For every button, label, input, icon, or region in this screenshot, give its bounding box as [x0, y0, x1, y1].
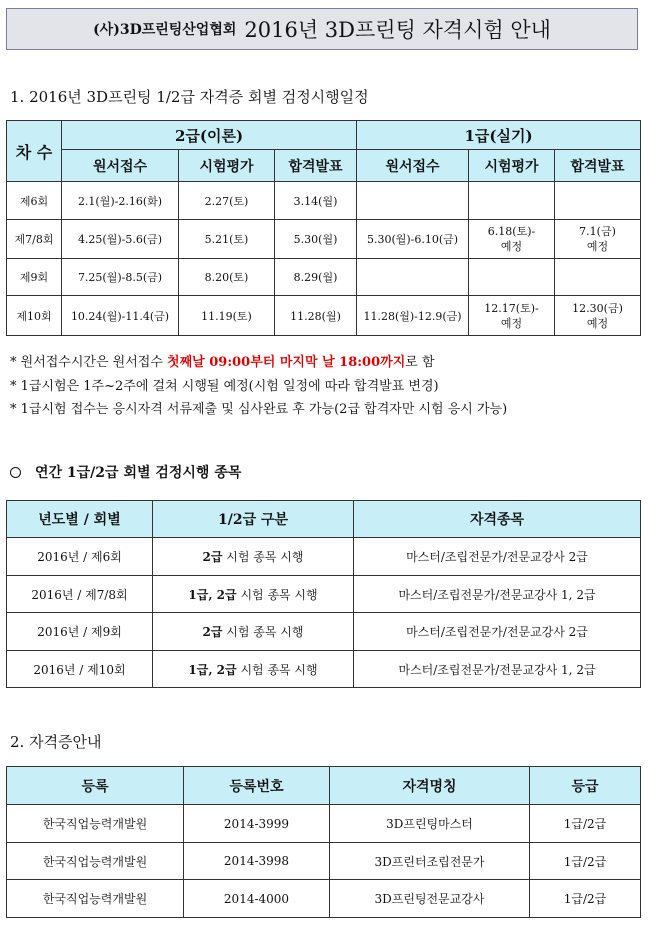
table-row [7, 220, 641, 259]
schedule-cell [469, 220, 555, 259]
table-row [7, 538, 641, 576]
col-header: 등록번호 [184, 767, 330, 805]
schedule-cell: 10.24(월)-11.4(금) [62, 296, 179, 336]
schedule-cell [555, 259, 641, 296]
grade-cell [153, 613, 354, 651]
tentative-label: 예정 [500, 240, 523, 253]
grade-cell [153, 651, 354, 688]
grade-rest: 시험 종목 시행 [222, 625, 304, 639]
table-row [7, 651, 641, 688]
tentative-label: 예정 [586, 316, 609, 330]
col-header: 등급 [530, 767, 641, 805]
schedule-table [6, 120, 641, 336]
schedule-cell: 7.25(월)-8.5(금) [62, 259, 179, 296]
grade-bold: 1급, 2급 [188, 662, 237, 677]
schedule-cell: 5.30(월)-6.10(금) [357, 220, 469, 259]
schedule-cell: 2.1(월)-2.16(화) [62, 182, 179, 220]
sub-header: 합격발표 [275, 150, 357, 182]
schedule-cell [469, 259, 555, 296]
tentative-label: 예정 [500, 316, 523, 330]
certificate-table [6, 766, 641, 918]
col-header: 등록 [7, 767, 184, 805]
grade-cell: 1급/2급 [530, 880, 641, 918]
schedule-cell: 5.30(월) [275, 220, 357, 259]
page-title: 2016년 3D프린팅 자격시험 안내 [244, 18, 551, 42]
schedule-cell: 11.28(월) [275, 296, 357, 336]
item-cell: 마스터/조립전문가/전문교강사 2급 [354, 538, 641, 576]
note-text: * 원서접수시간은 원서접수 [10, 355, 168, 370]
grade-cell [153, 538, 354, 576]
grade-items-table [6, 500, 641, 688]
date-line: 6.18(토)- [487, 225, 536, 238]
schedule-cell [555, 296, 641, 336]
org-name: (사)3D프린팅산업협회 [93, 22, 237, 38]
schedule-cell: 11.28(월)-12.9(금) [357, 296, 469, 336]
grade-rest: 시험 종목 시행 [236, 587, 318, 602]
schedule-cell [357, 182, 469, 220]
section2-heading [10, 462, 241, 482]
note-application-time [10, 351, 435, 370]
schedule-cell: 2.27(토) [179, 182, 275, 220]
schedule-cell: 4.25(월)-5.6(금) [62, 220, 179, 259]
date-line: 12.17(토)- [484, 301, 539, 315]
grade-cell: 1급/2급 [530, 843, 641, 880]
grade-rest: 시험 종목 시행 [222, 550, 304, 564]
col-header: 1/2급 구분 [153, 501, 354, 538]
registrar-cell: 한국직업능력개발원 [7, 805, 184, 843]
table-row [7, 613, 641, 651]
tentative-label: 예정 [586, 240, 609, 253]
date-line: 12.30(금) [572, 301, 623, 315]
grade-cell [153, 576, 354, 613]
note-highlight: 첫째날 09:00부터 마지막 날 18:00까지 [167, 355, 406, 370]
year-round-cell: 2016년 / 제6회 [7, 538, 153, 576]
grade-bold: 1급, 2급 [188, 587, 237, 602]
cert-name-cell: 3D프린팅전문교강사 [330, 880, 530, 918]
grade-cell: 1급/2급 [530, 805, 641, 843]
table-row [7, 259, 641, 296]
schedule-cell: 3.14(월) [275, 182, 357, 220]
year-round-cell: 2016년 / 제7/8회 [7, 576, 153, 613]
note-grade1-period: * 1급시험은 1주~2주에 걸쳐 시행될 예정(시험 일정에 따라 합격발표 변경) [10, 379, 439, 394]
page-title-box [6, 8, 638, 50]
round-cell: 제7/8회 [7, 220, 62, 259]
table-row [7, 576, 641, 613]
group-header-grade1: 1급(실기) [357, 121, 641, 150]
schedule-cell: 11.19(토) [179, 296, 275, 336]
round-cell: 제6회 [7, 182, 62, 220]
circle-bullet-icon [10, 467, 21, 478]
section1-heading: 1. 2016년 3D프린팅 1/2급 자격증 회별 검정시행일정 [10, 88, 369, 106]
grade-bold: 2급 [202, 550, 223, 564]
table-row [7, 182, 641, 220]
schedule-cell: 8.29(월) [275, 259, 357, 296]
table-row [7, 880, 641, 918]
schedule-cell [555, 182, 641, 220]
note-text: 로 함 [405, 355, 435, 370]
grade-bold: 2급 [202, 625, 223, 639]
section3-heading: 2. 자격증안내 [10, 733, 102, 751]
note-grade1-eligibility: * 1급시험 접수는 응시자격 서류제출 및 심사완료 후 가능(2급 합격자만 시험 응시 가능) [10, 402, 508, 417]
year-round-cell: 2016년 / 제9회 [7, 613, 153, 651]
table-row [7, 296, 641, 336]
round-cell: 제9회 [7, 259, 62, 296]
schedule-cell: 5.21(토) [179, 220, 275, 259]
sub-header: 시험평가 [179, 150, 275, 182]
table-row [7, 843, 641, 880]
round-cell: 제10회 [7, 296, 62, 336]
schedule-cell: 8.20(토) [179, 259, 275, 296]
section2-heading-text: 연간 1급/2급 회별 검정시행 종목 [35, 465, 242, 481]
col-header: 자격명칭 [330, 767, 530, 805]
item-cell: 마스터/조립전문가/전문교강사 1, 2급 [354, 651, 641, 688]
reg-number-cell: 2014-4000 [184, 880, 330, 918]
sub-header: 시험평가 [469, 150, 555, 182]
col-header: 자격종목 [354, 501, 641, 538]
date-line: 7.1(금) [579, 225, 616, 238]
registrar-cell: 한국직업능력개발원 [7, 843, 184, 880]
schedule-cell [469, 182, 555, 220]
reg-number-cell: 2014-3999 [184, 805, 330, 843]
schedule-cell [357, 259, 469, 296]
col-round-header: 차 수 [7, 121, 62, 182]
registrar-cell: 한국직업능력개발원 [7, 880, 184, 918]
reg-number-cell: 2014-3998 [184, 843, 330, 880]
item-cell: 마스터/조립전문가/전문교강사 1, 2급 [354, 576, 641, 613]
sub-header: 합격발표 [555, 150, 641, 182]
year-round-cell: 2016년 / 제10회 [7, 651, 153, 688]
cert-name-cell: 3D프린팅마스터 [330, 805, 530, 843]
sub-header: 원서접수 [62, 150, 179, 182]
cert-name-cell: 3D프린터조립전문가 [330, 843, 530, 880]
item-cell: 마스터/조립전문가/전문교강사 2급 [354, 613, 641, 651]
sub-header: 원서접수 [357, 150, 469, 182]
grade-rest: 시험 종목 시행 [236, 662, 318, 677]
col-header: 년도별 / 회별 [7, 501, 153, 538]
group-header-grade2: 2급(이론) [62, 121, 357, 150]
schedule-cell [555, 220, 641, 259]
table-row [7, 805, 641, 843]
schedule-cell [469, 296, 555, 336]
